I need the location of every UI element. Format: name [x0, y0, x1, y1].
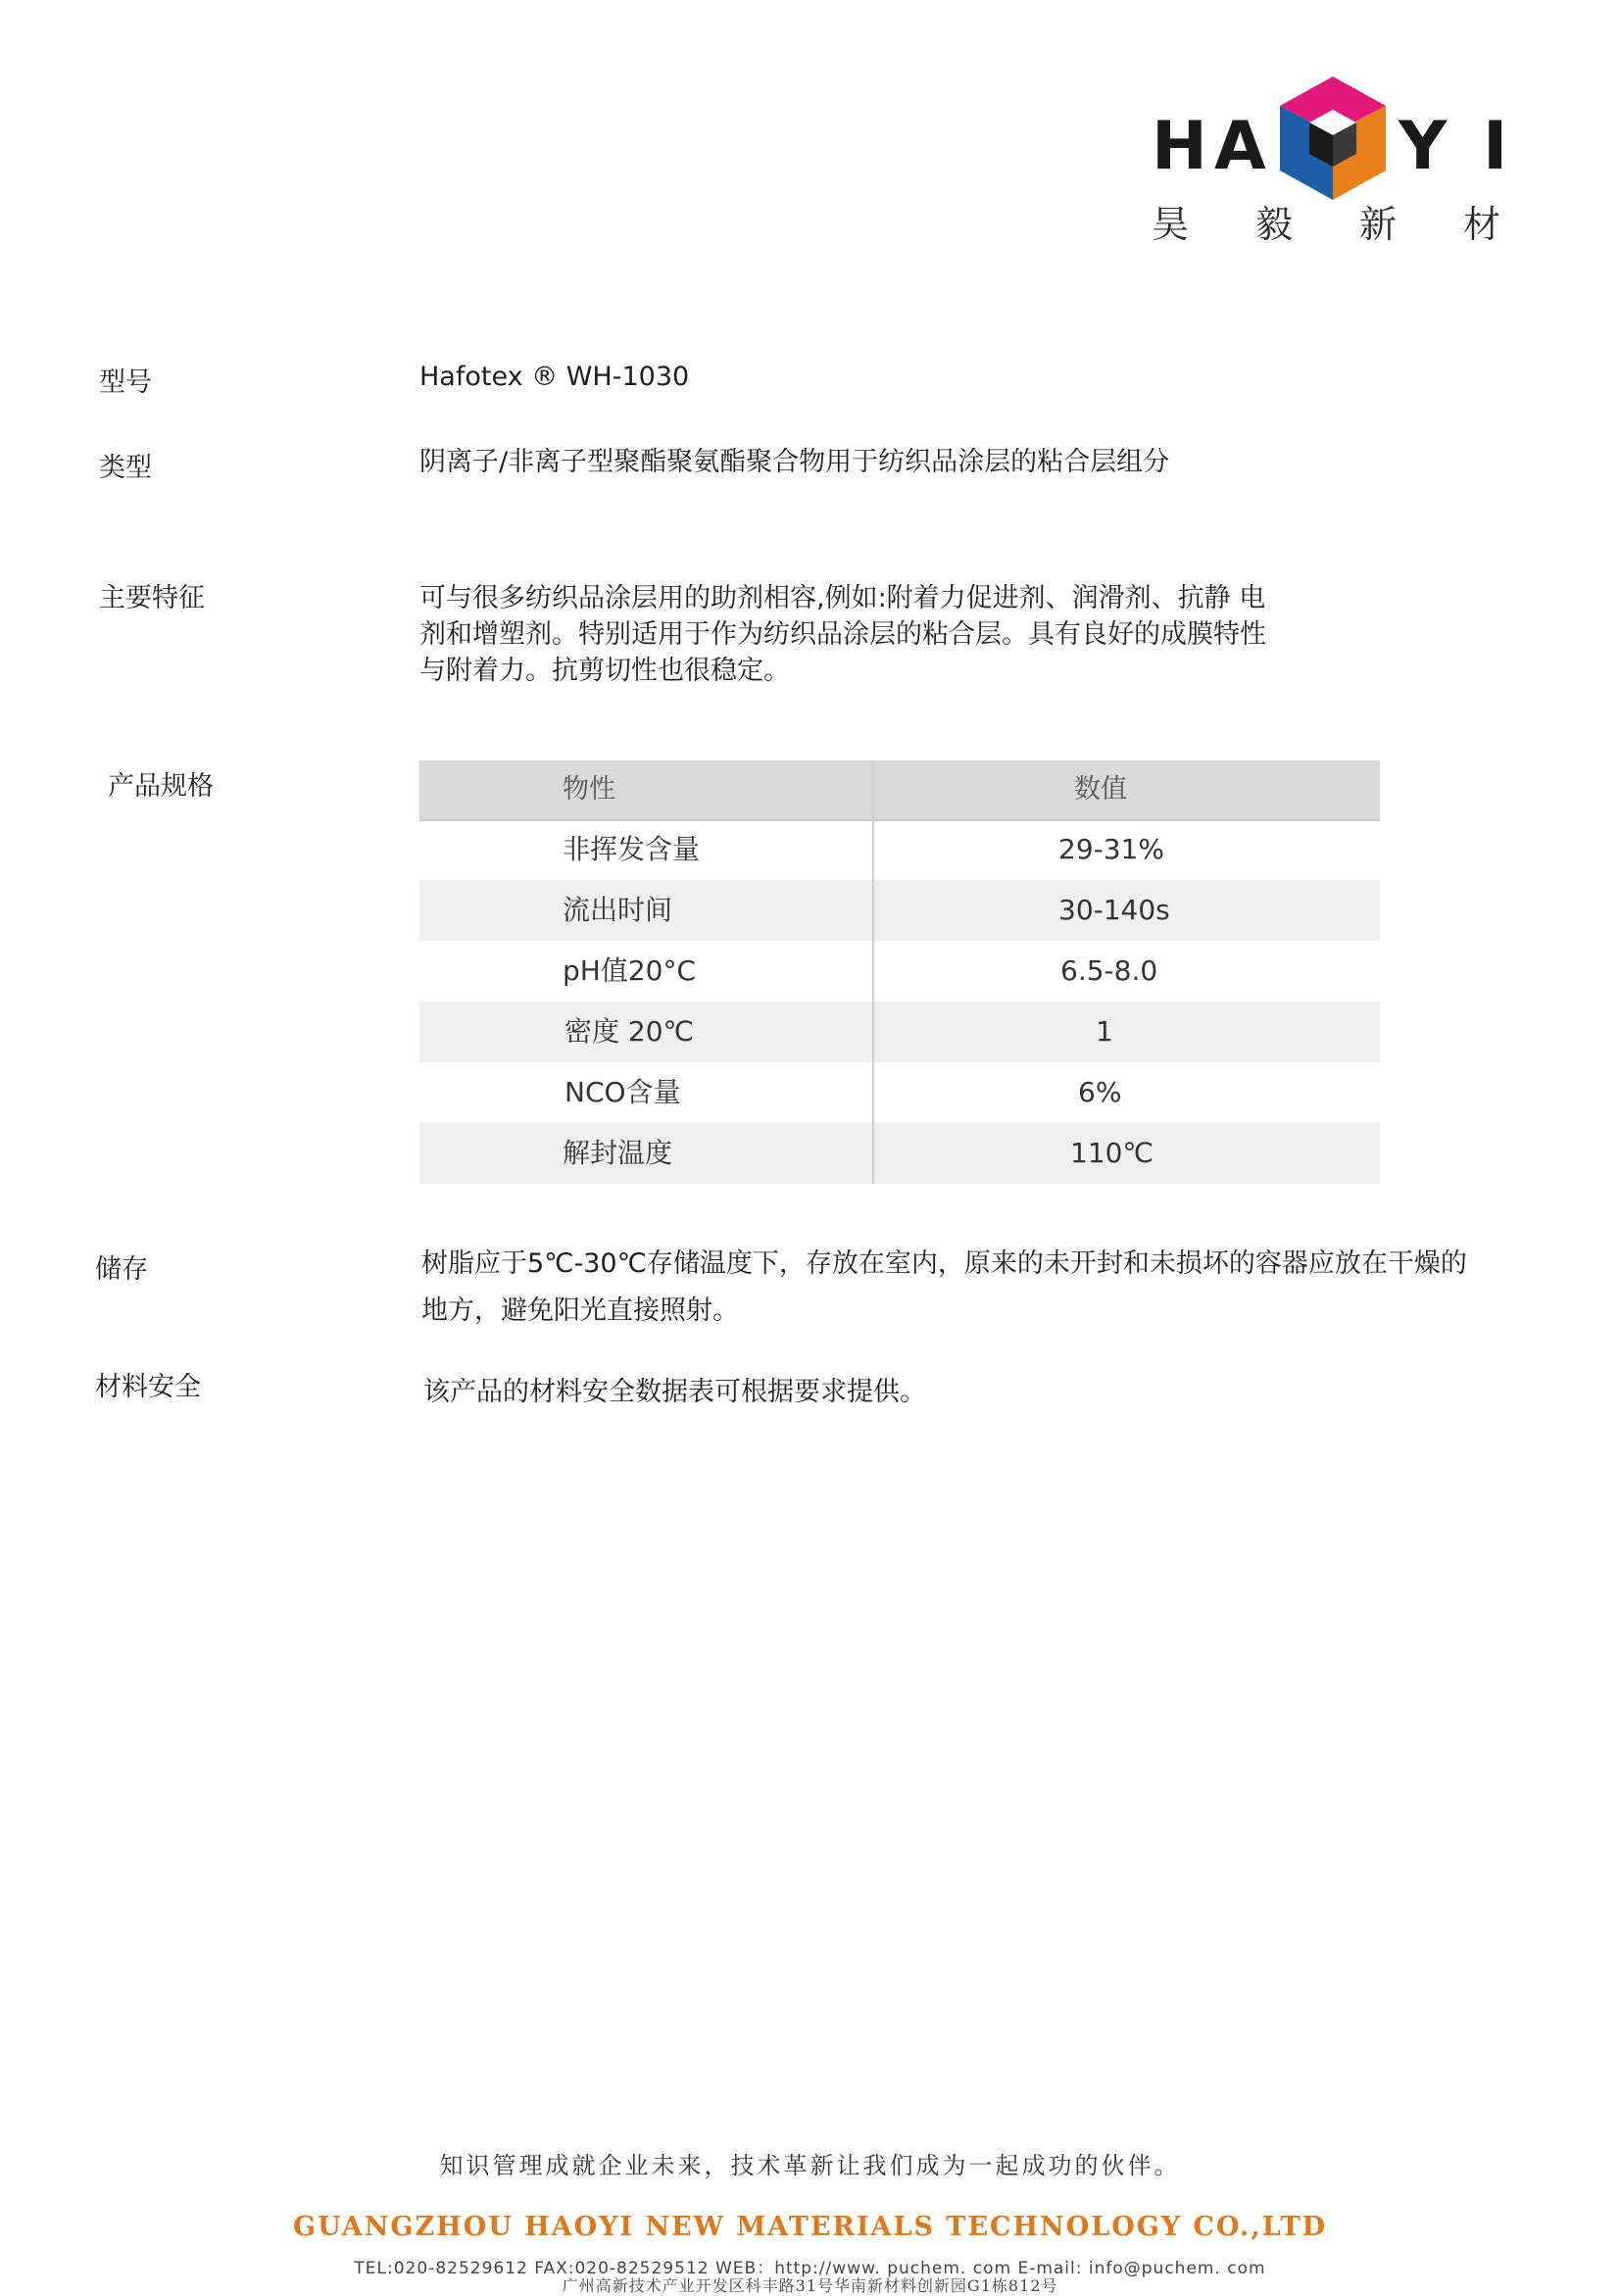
row-value: 1: [1096, 1015, 1113, 1048]
model-value: Hafotex ® WH-1030: [419, 362, 690, 392]
table-row: [419, 941, 1380, 1001]
logo-chinese-name: [1152, 194, 1524, 246]
footer-address: 广州高新技术产业开发区科丰路31号华南新材料创新园G1栋812号: [562, 2276, 1058, 2295]
column-divider: [872, 760, 874, 1184]
table-row: [419, 819, 1380, 880]
row-value: 30-140s: [1058, 894, 1170, 926]
row-property: 解封温度: [563, 1137, 673, 1169]
table-row: [419, 880, 1380, 941]
logo-letter-y: Y: [1399, 108, 1449, 185]
row-value: 29-31%: [1058, 833, 1164, 865]
logo-char: 昊: [1152, 203, 1190, 246]
features-line: 与附着力。抗剪切性也很稳定。: [419, 656, 790, 686]
model-label: 型号: [99, 367, 152, 398]
logo-char: 毅: [1255, 203, 1294, 246]
storage-text: [421, 1241, 1467, 1335]
logo-char: 新: [1359, 203, 1398, 246]
row-property: 非挥发含量: [563, 833, 701, 865]
header-value: 数值: [1074, 774, 1127, 805]
table-header: [419, 760, 1380, 821]
storage-line: 地方，避免阳光直接照射。: [421, 1295, 739, 1326]
type-value: 阴离子/非离子型聚酯聚氨酯聚合物用于纺织品涂层的粘合层组分: [419, 447, 1170, 477]
row-value: 6.5-8.0: [1060, 954, 1158, 987]
logo-letter-a: A: [1214, 108, 1268, 185]
type-label: 类型: [99, 453, 152, 483]
cube-logo-icon: [1274, 73, 1392, 206]
row-property: pH值20°C: [563, 954, 697, 987]
footer-contact: TEL:020-82529612 FAX:020-82529512 WEB：http://www. puchem. com E-mail: info@puchem. com: [354, 2259, 1266, 2278]
features-line: 可与很多纺织品涂层用的助剂相容,例如:附着力促进剂、润滑剂、抗静 电: [419, 583, 1266, 613]
storage-line: 树脂应于5℃-30℃存储温度下，存放在室内，原来的未开封和未损坏的容器应放在干燥的: [421, 1248, 1467, 1279]
row-value: 6%: [1078, 1076, 1122, 1108]
row-value: 110℃: [1070, 1137, 1154, 1169]
safety-value: 该产品的材料安全数据表可根据要求提供。: [423, 1377, 926, 1407]
specs-label: 产品规格: [108, 771, 214, 802]
logo-letter-h: H: [1152, 108, 1209, 185]
logo-char: 材: [1463, 203, 1501, 246]
footer-slogan: 知识管理成就企业未来，技术革新让我们成为一起成功的伙伴。: [439, 2152, 1181, 2179]
footer-company-name: GUANGZHOU HAOYI NEW MATERIALS TECHNOLOGY CO.,LTD: [293, 2212, 1327, 2242]
row-property: 密度 20℃: [565, 1015, 694, 1048]
row-property: 流出时间: [563, 894, 673, 926]
table-row: [419, 1123, 1380, 1184]
features-label: 主要特征: [99, 583, 205, 613]
table-row: [419, 1062, 1380, 1123]
spec-table: [419, 760, 1380, 1184]
row-property: NCO含量: [565, 1076, 681, 1108]
safety-label: 材料安全: [95, 1372, 201, 1402]
features-line: 剂和增塑剂。特别适用于作为纺织品涂层的粘合层。具有良好的成膜特性: [419, 619, 1266, 650]
header-property: 物性: [563, 774, 615, 805]
company-logo: [1152, 69, 1524, 245]
storage-label: 储存: [95, 1254, 148, 1285]
logo-letter-i: I: [1483, 108, 1510, 185]
table-row: [419, 1001, 1380, 1062]
features-text: [419, 580, 1266, 689]
